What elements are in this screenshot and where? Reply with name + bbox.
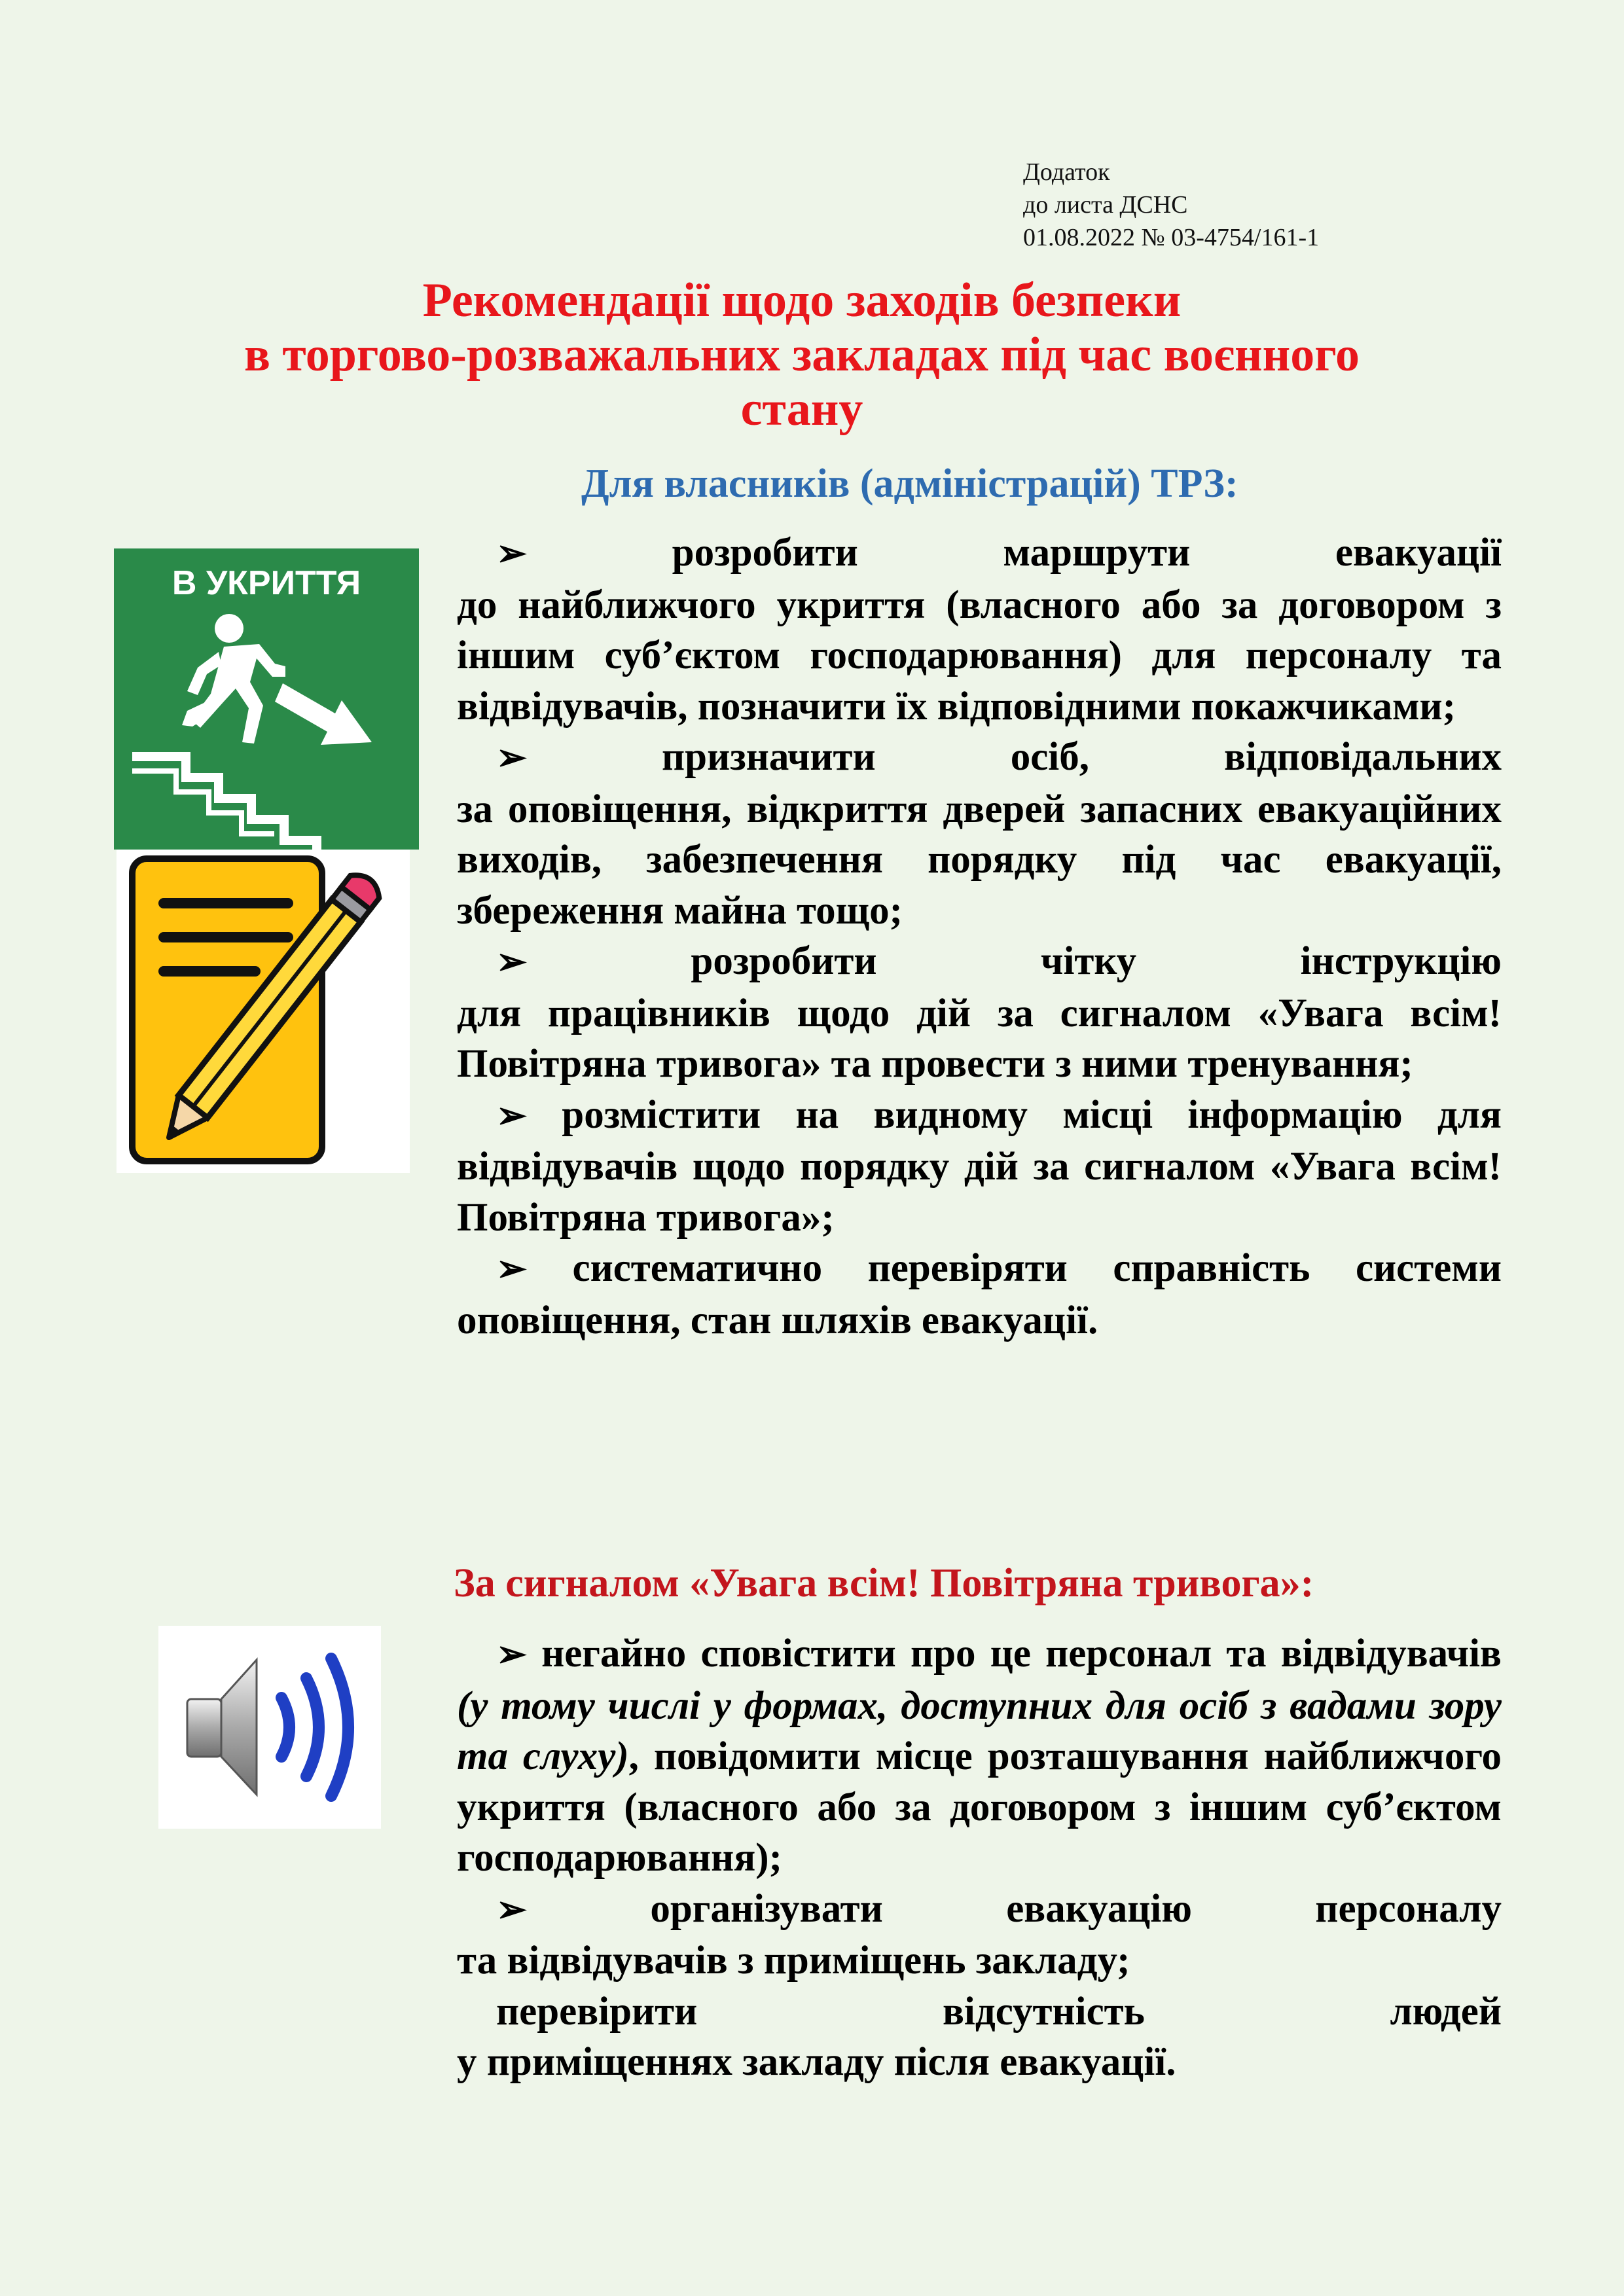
list-item xyxy=(457,1884,1502,1936)
list-item xyxy=(457,1628,1502,1884)
arrow-bullet-icon: ➢ xyxy=(496,1095,527,1136)
list-item-lead: розробити чітку інструкцію xyxy=(691,939,1502,983)
header-note-line: Додаток xyxy=(1023,158,1110,186)
list-item-continuation: у приміщеннях закладу після евакуації. xyxy=(457,2040,1176,2084)
list-item-lead: організувати евакуацію персоналу xyxy=(650,1886,1502,1931)
list-item-lead: розробити маршрути евакуації xyxy=(672,531,1502,575)
list-item-continuation: за оповіщення, відкриття дверей запасних евакуаційних виходів, забезпечення порядку під час евакуації, збереження майна тощо; xyxy=(457,787,1502,933)
list-item xyxy=(457,1090,1502,1244)
shelter-sign-label: В УКРИТТЯ xyxy=(171,564,361,602)
list-item xyxy=(457,732,1502,784)
shelter-running-man-icon xyxy=(114,548,419,850)
title-line: Рекомендації щодо заходів безпеки xyxy=(422,274,1182,327)
document-title xyxy=(79,274,1525,437)
arrow-bullet-icon: ➢ xyxy=(496,1634,527,1675)
list-item-text: , повідомити місце розташування найближчого укриття (власного або за договором з іншим суб’єктом господарювання); xyxy=(457,1734,1502,1880)
list-item-text: негайно сповістити про це персонал та відвідувачів xyxy=(541,1632,1502,1676)
arrow-bullet-icon: ➢ xyxy=(496,738,527,778)
loudspeaker-sound-icon xyxy=(158,1626,381,1829)
list-item-text: систематично перевіряти справність системи оповіщення, стан шляхів евакуації. xyxy=(457,1246,1502,1342)
list-item xyxy=(457,936,1502,988)
list-item-text: розмістити на видному місці інформацію для відвідувачів щодо порядку дій за сигналом «Увага всім! Повітряна тривога»; xyxy=(457,1092,1502,1240)
list-item-continuation: для працівників щодо дій за сигналом «Увага всім! Повітряна тривога» та провести з ними тренування; xyxy=(457,991,1502,1086)
arrow-bullet-icon: ➢ xyxy=(496,1889,527,1930)
arrow-bullet-icon: ➢ xyxy=(496,533,527,574)
header-note xyxy=(1023,156,1481,254)
owners-section-heading: Для власників (адміністрацій) ТРЗ: xyxy=(581,461,1238,506)
title-line: стану xyxy=(740,382,863,436)
arrow-bullet-icon: ➢ xyxy=(496,942,527,982)
header-note-line: до листа ДСНС xyxy=(1023,191,1188,219)
list-item-lead: перевірити відсутність людей xyxy=(496,1989,1502,2034)
checklist-pencil-icon xyxy=(117,850,410,1173)
alarm-section-heading: За сигналом «Увага всім! Повітряна тривога»: xyxy=(454,1561,1314,1605)
speaker-icon xyxy=(158,1626,381,1829)
alarm-actions xyxy=(457,1628,1502,2088)
shelter-sign xyxy=(114,548,419,850)
title-line: в торгово-розважальних закладах під час воєнного xyxy=(244,328,1360,382)
list-item xyxy=(457,1986,1502,2037)
header-note-line: 01.08.2022 № 03-4754/161-1 xyxy=(1023,224,1320,251)
arrow-bullet-icon: ➢ xyxy=(496,1249,527,1289)
list-item-lead: призначити осіб, відповідальних xyxy=(662,735,1502,779)
owners-recommendations xyxy=(457,528,1502,1346)
list-item xyxy=(457,528,1502,580)
document-pencil-icon xyxy=(117,850,410,1173)
list-item-continuation: та відвідувачів з приміщень закладу; xyxy=(457,1939,1130,1982)
list-item-continuation: до найближчого укриття (власного або за договором з іншим суб’єктом господарювання) для персоналу та відвідувачів, позначити їх відповідними покажчиками; xyxy=(457,583,1502,728)
list-item-italic-note: (у тому числі у формах, доступних для осіб з вадами зору та слуху) xyxy=(457,1683,1502,1778)
list-item xyxy=(457,1243,1502,1346)
